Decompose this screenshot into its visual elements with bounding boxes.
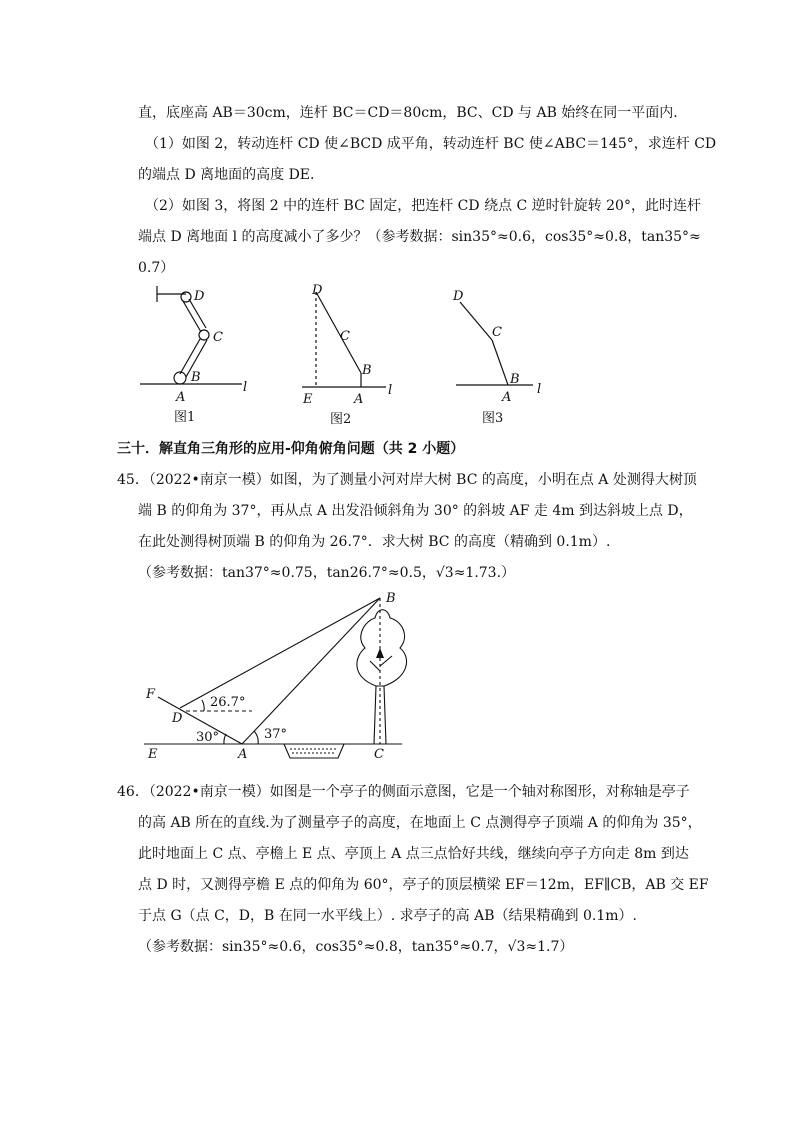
- problem-text-line: 0.7）: [138, 260, 175, 276]
- figure-45: [140, 586, 440, 766]
- fig2-label-l: l: [388, 383, 393, 398]
- problem-text-line: 直，底座高 AB＝30cm，连杆 BC＝CD＝80cm，BC、CD 与 AB 始终在同一平面内.: [138, 105, 678, 121]
- fig2-label-e: E: [303, 392, 313, 407]
- fig2-label-a: A: [354, 392, 364, 407]
- fig45-label-e: E: [148, 747, 158, 762]
- question-45-line: 端 B 的仰角为 37°，再从点 A 出发沿倾斜角为 30° 的斜坡 AF 走 4m 到达斜坡上点 D，: [138, 503, 693, 519]
- fig2-label-d: D: [312, 283, 323, 298]
- question-46-line: 46．（2022•南京一模）如图是一个亭子的侧面示意图，它是一个轴对称图形，对称轴是亭子: [117, 784, 690, 800]
- problem-text-line: 的端点 D 离地面的高度 DE.: [138, 167, 315, 183]
- fig1-label-c: C: [213, 330, 223, 345]
- fig3-label-b: B: [510, 372, 520, 387]
- fig45-angle-26-7: 26.7°: [210, 695, 246, 710]
- fig3-label-l: l: [537, 382, 542, 397]
- fig45-label-b: B: [386, 591, 396, 606]
- fig2-caption: 图2: [330, 412, 352, 427]
- fig1-label-l: l: [243, 380, 248, 395]
- question-45-line: 45．（2022•南京一模）如图，为了测量小河对岸大树 BC 的高度，小明在点 A 处测得大树顶: [117, 472, 697, 488]
- fig2-label-b: B: [362, 363, 372, 378]
- fig3-label-c: C: [492, 325, 502, 340]
- fig45-label-f: F: [146, 687, 156, 702]
- fig1-label-d: D: [194, 289, 205, 304]
- fig1-caption: 图1: [174, 410, 196, 425]
- problem-text-line: （2）如图 3，将图 2 中的连杆 BC 固定，把连杆 CD 绕点 C 逆时针旋转 20°，此时连杆: [145, 198, 701, 214]
- question-46-line: 点 D 时，又测得亭檐 E 点的仰角为 60°，亭子的顶层横梁 EF＝12m，EF∥CB，AB 交 EF: [138, 877, 709, 893]
- fig45-label-a: A: [238, 747, 248, 762]
- fig3-caption: 图3: [482, 411, 504, 426]
- fig2-label-c: C: [340, 329, 350, 344]
- section-heading: 三十．解直角三角形的应用-仰角俯角问题（共 2 小题）: [117, 441, 465, 457]
- fig45-angle-37: 37°: [264, 727, 288, 742]
- question-45-line: 在此处测得树顶端 B 的仰角为 26.7°．求大树 BC 的高度（精确到 0.1m）.: [138, 534, 611, 550]
- question-45-line: （参考数据：tan37°≈0.75，tan26.7°≈0.5，√3≈1.73.）: [138, 565, 516, 581]
- problem-text-line: （1）如图 2，转动连杆 CD 使∠BCD 成平角，转动连杆 BC 使∠ABC＝145°，求连杆 CD: [145, 136, 717, 152]
- fig45-label-d: D: [172, 711, 183, 726]
- figures-1-2-3: [130, 280, 570, 430]
- fig3-label-d: D: [453, 289, 464, 304]
- fig1-label-b: B: [191, 370, 201, 385]
- question-46-line: （参考数据：sin35°≈0.6，cos35°≈0.8，tan35°≈0.7，√3≈1.7）: [138, 939, 574, 955]
- fig1-label-a: A: [176, 390, 186, 405]
- fig3-label-a: A: [502, 390, 512, 405]
- question-46-line: 于点 G（点 C，D，B 在同一水平线上）. 求亭子的高 AB（结果精确到 0.1m）.: [138, 908, 637, 924]
- question-46-line: 的高 AB 所在的直线.为了测量亭子的高度，在地面上 C 点测得亭子顶端 A 的仰角为 35°，: [138, 815, 702, 831]
- fig45-label-c: C: [374, 747, 384, 762]
- fig45-angle-30: 30°: [196, 730, 220, 745]
- question-46-line: 此时地面上 C 点、亭檐上 E 点、亭顶上 A 点三点恰好共线，继续向亭子方向走 8m 到达: [138, 846, 689, 862]
- problem-text-line: 端点 D 离地面 l 的高度减小了多少？（参考数据：sin35°≈0.6，cos35°≈0.8，tan35°≈: [138, 229, 701, 245]
- figure-3: [456, 302, 533, 385]
